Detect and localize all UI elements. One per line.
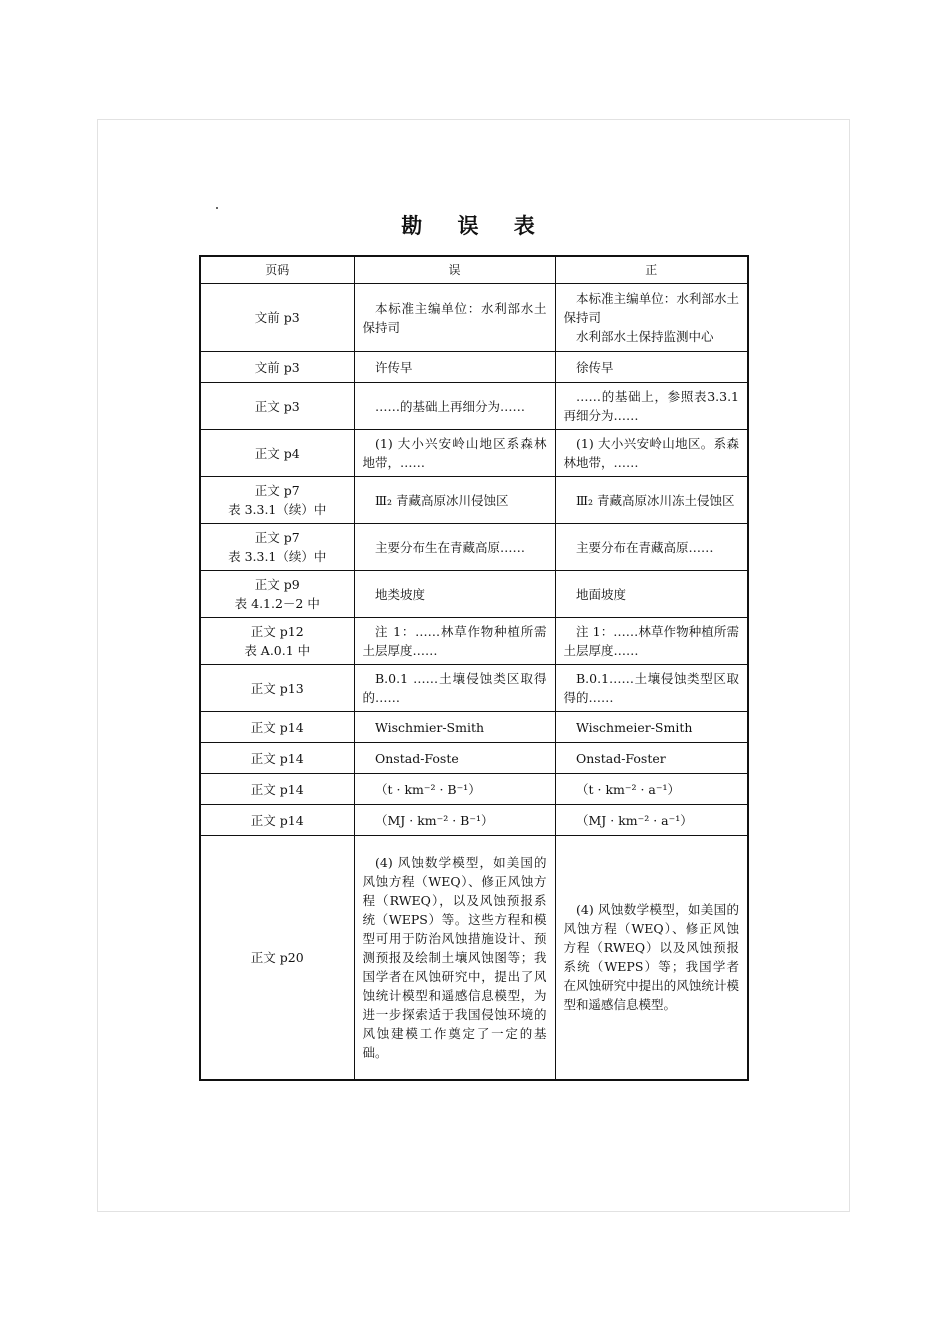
row-page-text: 正文 p14: [250, 750, 304, 766]
row-wrong-cell: [354, 665, 555, 712]
row-right-text: Ⅲ₂ 青藏高原冰川冻土侵蚀区: [576, 492, 735, 508]
row-wrong-cell: [354, 618, 555, 665]
row-wrong-text: 地类坡度: [375, 586, 426, 602]
row-page-text: 正文 p7: [254, 530, 300, 545]
row-right-cell: [555, 477, 748, 524]
row-right-cell: [555, 743, 748, 774]
row-wrong-text: 注 1：……林草作物种植所需土层厚度……: [362, 624, 547, 658]
scan-dot: [216, 207, 218, 209]
row-right-text: （MJ · km⁻² · a⁻¹）: [576, 812, 693, 828]
table-row: [200, 712, 748, 743]
row-page-text: 正文 p9: [254, 577, 300, 592]
row-page-cell: [200, 352, 354, 383]
row-wrong-cell: [354, 352, 555, 383]
row-wrong-text: 许传早: [375, 359, 413, 375]
row-page-cell: [200, 430, 354, 477]
row-right-cell: [555, 383, 748, 430]
row-right-cell: [555, 665, 748, 712]
row-wrong-text: ……的基础上再细分为……: [375, 398, 526, 414]
row-page-cell: [200, 524, 354, 571]
row-right-text: （t · km⁻² · a⁻¹）: [576, 781, 680, 797]
row-right-cell: [555, 284, 748, 352]
row-page-text: 表 A.0.1 中: [244, 643, 311, 658]
row-wrong-text: （t · km⁻² · B⁻¹）: [375, 781, 481, 797]
row-page-text: 正文 p14: [250, 812, 304, 828]
row-right-cell: [555, 524, 748, 571]
row-wrong-cell: [354, 477, 555, 524]
row-wrong-text: B.0.1 ……土壤侵蚀类区取得的……: [362, 671, 547, 705]
row-page-text: 正文 p3: [254, 398, 300, 414]
row-wrong-text: (4) 风蚀数学模型，如美国的风蚀方程（WEQ）、修正风蚀方程（RWEQ），以及风蚀预报系统（WEPS）等。这些方程和模型可用于防治风蚀措施设计、预测预报及绘制土壤风蚀图等；我国学者在风蚀研究中，提出了风蚀统计模型和遥感信息模型，为进一步探索适于我国侵蚀环境的风蚀建模工作奠定了一定的基础。: [362, 854, 547, 1060]
table-row: [200, 805, 748, 836]
row-page-text: 正文 p7: [254, 483, 300, 498]
row-right-cell: [555, 430, 748, 477]
table-row: [200, 383, 748, 430]
table-row: [200, 477, 748, 524]
row-wrong-text: Ⅲ₂ 青藏高原冰川侵蚀区: [375, 492, 509, 508]
row-page-text: 正文 p14: [250, 781, 304, 797]
column-header-wrong: 误: [354, 256, 555, 284]
table-row: [200, 352, 748, 383]
row-page-text: 正文 p13: [250, 680, 304, 696]
row-page-text: 正文 p14: [250, 719, 304, 735]
row-page-text: 文前 p3: [254, 359, 300, 375]
row-page-cell: [200, 383, 354, 430]
row-right-text: 地面坡度: [576, 586, 627, 602]
row-page-text: 正文 p12: [250, 624, 304, 639]
row-page-cell: [200, 618, 354, 665]
row-page-text: 表 4.1.2－2 中: [234, 596, 320, 611]
row-wrong-cell: [354, 743, 555, 774]
row-wrong-text: Onstad-Foste: [375, 750, 459, 766]
table-row: [200, 571, 748, 618]
row-wrong-text: (1) 大小兴安岭山地区系森林地带，……: [362, 436, 547, 470]
row-wrong-cell: [354, 524, 555, 571]
row-right-cell: [555, 571, 748, 618]
table-row: [200, 665, 748, 712]
table-row: [200, 836, 748, 1080]
row-right-cell: [555, 618, 748, 665]
row-page-cell: [200, 284, 354, 352]
row-right-cell: [555, 805, 748, 836]
column-header-page: 页码: [200, 256, 354, 284]
row-wrong-cell: [354, 805, 555, 836]
row-right-text: 水利部水土保持监测中心: [576, 329, 714, 344]
row-right-text: ……的基础上，参照表3.3.1再细分为……: [563, 389, 739, 423]
row-page-text: 表 3.3.1（续）中: [228, 549, 327, 564]
row-right-cell: [555, 836, 748, 1080]
errata-body: [200, 284, 748, 1080]
row-wrong-text: （MJ · km⁻² · B⁻¹）: [375, 812, 494, 828]
table-row: [200, 618, 748, 665]
header-row: [200, 256, 748, 284]
row-page-cell: [200, 743, 354, 774]
row-wrong-text: 本标准主编单位：水利部水土保持司: [362, 300, 547, 335]
row-right-cell: [555, 352, 748, 383]
row-wrong-text: Wischmier-Smith: [375, 719, 485, 735]
table-row: [200, 284, 748, 352]
row-page-text: 表 3.3.1（续）中: [228, 502, 327, 517]
row-right-text: Onstad-Foster: [576, 750, 666, 766]
row-wrong-cell: [354, 712, 555, 743]
row-wrong-cell: [354, 774, 555, 805]
row-page-cell: [200, 836, 354, 1080]
row-right-text: Wischmeier-Smith: [576, 719, 693, 735]
row-right-text: (1) 大小兴安岭山地区。系森林地带，……: [563, 436, 739, 470]
row-right-text: (4) 风蚀数学模型，如美国的风蚀方程（WEQ）、修正风蚀方程（RWEQ）以及风蚀预报系统（WEPS）等；我国学者在风蚀研究中提出的风蚀统计模型和遥感信息模型。: [563, 902, 739, 1013]
row-page-cell: [200, 571, 354, 618]
row-page-text: 正文 p20: [250, 949, 304, 965]
row-page-cell: [200, 712, 354, 743]
row-page-text: 文前 p3: [254, 310, 300, 325]
row-right-text: 徐传早: [576, 359, 614, 375]
row-right-text: 注 1：……林草作物种植所需土层厚度……: [563, 624, 739, 658]
column-header-right: 正: [555, 256, 748, 284]
row-wrong-cell: [354, 284, 555, 352]
row-page-cell: [200, 774, 354, 805]
row-right-cell: [555, 712, 748, 743]
row-wrong-cell: [354, 571, 555, 618]
row-wrong-text: 主要分布生在青藏高原……: [375, 539, 526, 555]
row-page-cell: [200, 805, 354, 836]
row-wrong-cell: [354, 430, 555, 477]
page-title: 勘 误 表: [401, 213, 549, 238]
row-wrong-cell: [354, 383, 555, 430]
row-page-cell: [200, 477, 354, 524]
row-page-cell: [200, 665, 354, 712]
errata-table: [199, 255, 749, 1081]
table-row: [200, 774, 748, 805]
row-right-text: 主要分布在青藏高原……: [576, 539, 714, 555]
row-wrong-cell: [354, 836, 555, 1080]
table-row: [200, 743, 748, 774]
row-page-text: 正文 p4: [254, 445, 300, 461]
row-right-text: 本标准主编单位：水利部水土保持司: [563, 291, 739, 325]
table-row: [200, 430, 748, 477]
table-row: [200, 524, 748, 571]
row-right-text: B.0.1……土壤侵蚀类型区取得的……: [563, 671, 739, 705]
row-right-cell: [555, 774, 748, 805]
